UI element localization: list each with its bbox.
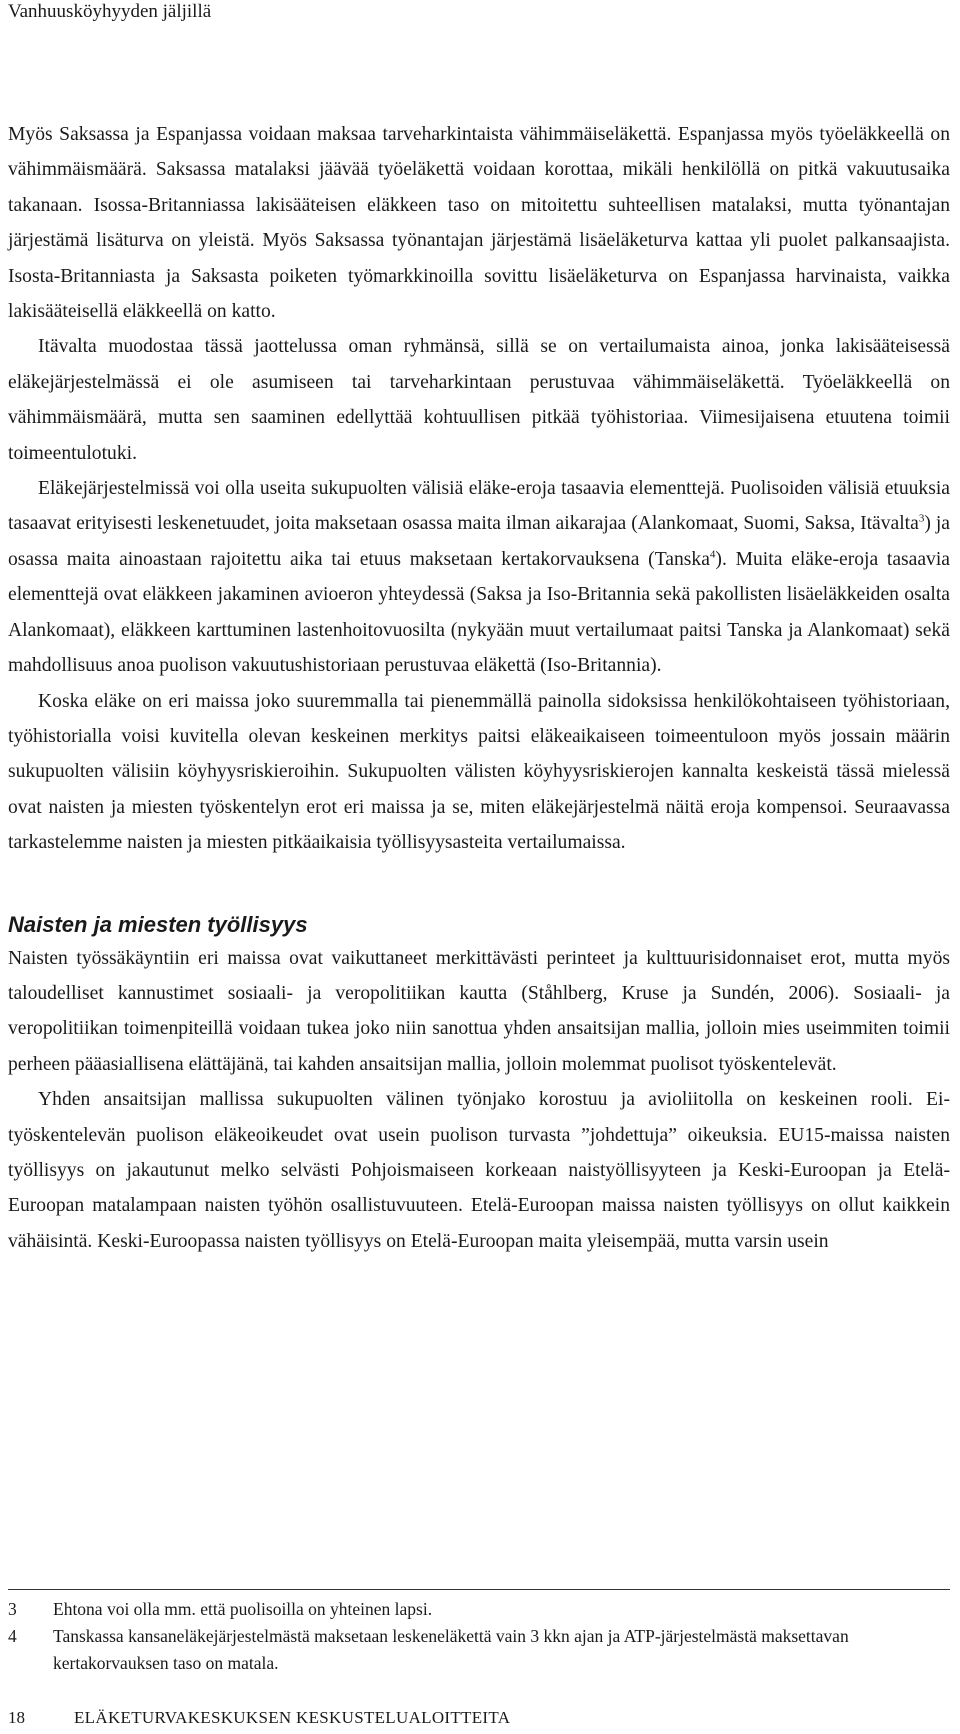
footnote-text: Tanskassa kansaneläkejärjestelmästä maksetaan leskeneläkettä vain 3 kkn ajan ja ATP-järjestelmästä maksettavan kertakorvauksen taso on matala. [53,1626,849,1673]
paragraph-text: Koska eläke on eri maissa joko suuremmalla tai pienemmällä painolla sidoksissa henkilökohtaiseen työhistoriaan, työhistorialla voisi kuvitella olevan keskeinen merkitys paitsi eläkeaikaiseen toimeentuloon myös jossain määrin sukupuolten välisiin köyhyysriskieroihin. Sukupuolten välisten köyhyysriskierojen kannalta keskeistä tässä mielessä ovat naisten ja miesten työskentelyn erot eri maissa ja se, miten eläkejärjestelmä näitä eroja kompensoi. Seuraavassa tarkastelemme naisten ja miesten pitkäaikaisia työllisyysasteita vertailumaissa. [8,690,950,854]
paragraph [8,1082,950,1259]
paragraph-text: Naisten työssäkäyntiin eri maissa ovat vaikuttaneet merkittävästi perinteet ja kulttuurisidonnaiset erot, mutta myös taloudelliset kannustimet sosiaali- ja veropolitiikan kautta (Ståhlberg, Kruse ja Sundén, 2006). Sosiaali- ja veropolitiikan toimenpiteillä voidaan tukea joko niin sanottua yhden ansaitsijan mallia, jolloin mies useimmiten toimii perheen pääasiallisena elättäjänä, tai kahden ansaitsijan mallia, jolloin molemmat puolisot työskentelevät. [8,947,950,1075]
paragraph [8,329,950,471]
page-footer [8,1706,510,1730]
footnote-number: 4 [8,1626,17,1646]
paragraph [8,117,950,329]
paragraph-text: ) ja osassa maita ainoastaan rajoitettu aika tai etuus maksetaan kertakorvauksena (Tanska [8,513,950,570]
body-text-top [8,117,950,861]
body-text-bottom [8,941,950,1260]
footnotes [8,1589,950,1677]
paragraph [8,941,950,1083]
footnote [8,1623,950,1677]
paragraph [8,684,950,861]
page-number: 18 [8,1708,25,1727]
series-title: ELÄKETURVAKESKUKSEN KESKUSTELUALOITTEITA [74,1708,511,1727]
section-heading: Naisten ja miesten työllisyys [8,911,308,937]
footnote-ref: 4 [709,548,716,561]
paragraph-text: Myös Saksassa ja Espanjassa voidaan maksaa tarveharkintaista vähimmäiseläkettä. Espanjassa myös työeläkkeellä on vähimmäismäärä. Saksassa matalaksi jäävää työeläkettä voidaan korottaa, mikäli henkilöllä on pitkä vakuutusaika takanaan. Isossa-Britanniassa lakisääteisen eläkkeen taso on mitoitettu suhteellisen matalaksi, mutta työnantajan järjestämä lisäturva on yleistä. Myös Saksassa työnantajan järjestämä lisäeläketurva kattaa yli puolet palkansaajista. Isosta-Britanniasta ja Saksasta poiketen työmarkkinoilla sovittu lisäeläketurva on Espanjassa harvinaista, vaikka lakisääteisellä eläkkeellä on katto. [8,124,950,323]
paragraph [8,471,950,683]
running-head: Vanhuusköyhyyden jäljillä [8,1,212,22]
footnote-text: Ehtona voi olla mm. että puolisoilla on yhteinen lapsi. [53,1599,433,1619]
footnote-number: 3 [8,1599,17,1619]
paragraph-text: Yhden ansaitsijan mallissa sukupuolten välinen työnjako korostuu ja avioliitolla on keskeinen rooli. Ei-työskentelevän puolison eläkeoikeudet ovat usein puolison turvasta ”johdettuja” oikeuksia. EU15-maissa naisten työllisyys on jakautunut melko selvästi Pohjoismaiseen korkeaan naistyöllisyyteen ja Keski-Euroopan ja Etelä-Euroopan matalampaan naisten työhön osallistuvuuteen. Etelä-Euroopan maissa naisten työllisyys on ollut kaikkein vähäisintä. Keski-Euroopassa naisten työllisyys on Etelä-Euroopan maita yleisempää, mutta varsin usein [8,1089,950,1252]
main-text [8,117,950,1259]
paragraph-text: Eläkejärjestelmissä voi olla useita sukupuolten välisiä eläke-eroja tasaavia elementtejä. Puolisoiden välisiä etuuksia tasaavat erityisesti leskenetuudet, joita maksetaan osassa maita ilman aikarajaa (Alankomaat, Suomi, Saksa, Itävalta [8,478,950,535]
paragraph-text: ). Muita eläke-eroja tasaavia elementtejä ovat eläkkeen jakaminen avioeron yhteydessä (Saksa ja Iso-Britannia sekä pakollisten lisäeläkkeiden osalta Alankomaat), eläkkeen karttuminen lastenhoitovuosilta (nykyään muut vertailumaat paitsi Tanska ja Alankomaat) sekä mahdollisuus anoa puolison vakuutushistoriaan perustuvaa eläkettä (Iso-Britannia). [8,548,950,677]
footnote [8,1596,950,1623]
paragraph-text: Itävalta muodostaa tässä jaottelussa oman ryhmänsä, sillä se on vertailumaista ainoa, jonka lakisääteisessä eläkejärjestelmässä ei ole asumiseen tai tarveharkintaan perustuvaa vähimmäiseläkettä. Työeläkkeellä on vähimmäismäärä, mutta sen saaminen edellyttää kohtuullisen pitkää työhistoriaa. Viimesijaisena etuutena toimii toimeentulotuki. [8,336,950,464]
footnote-ref: 3 [918,512,925,525]
